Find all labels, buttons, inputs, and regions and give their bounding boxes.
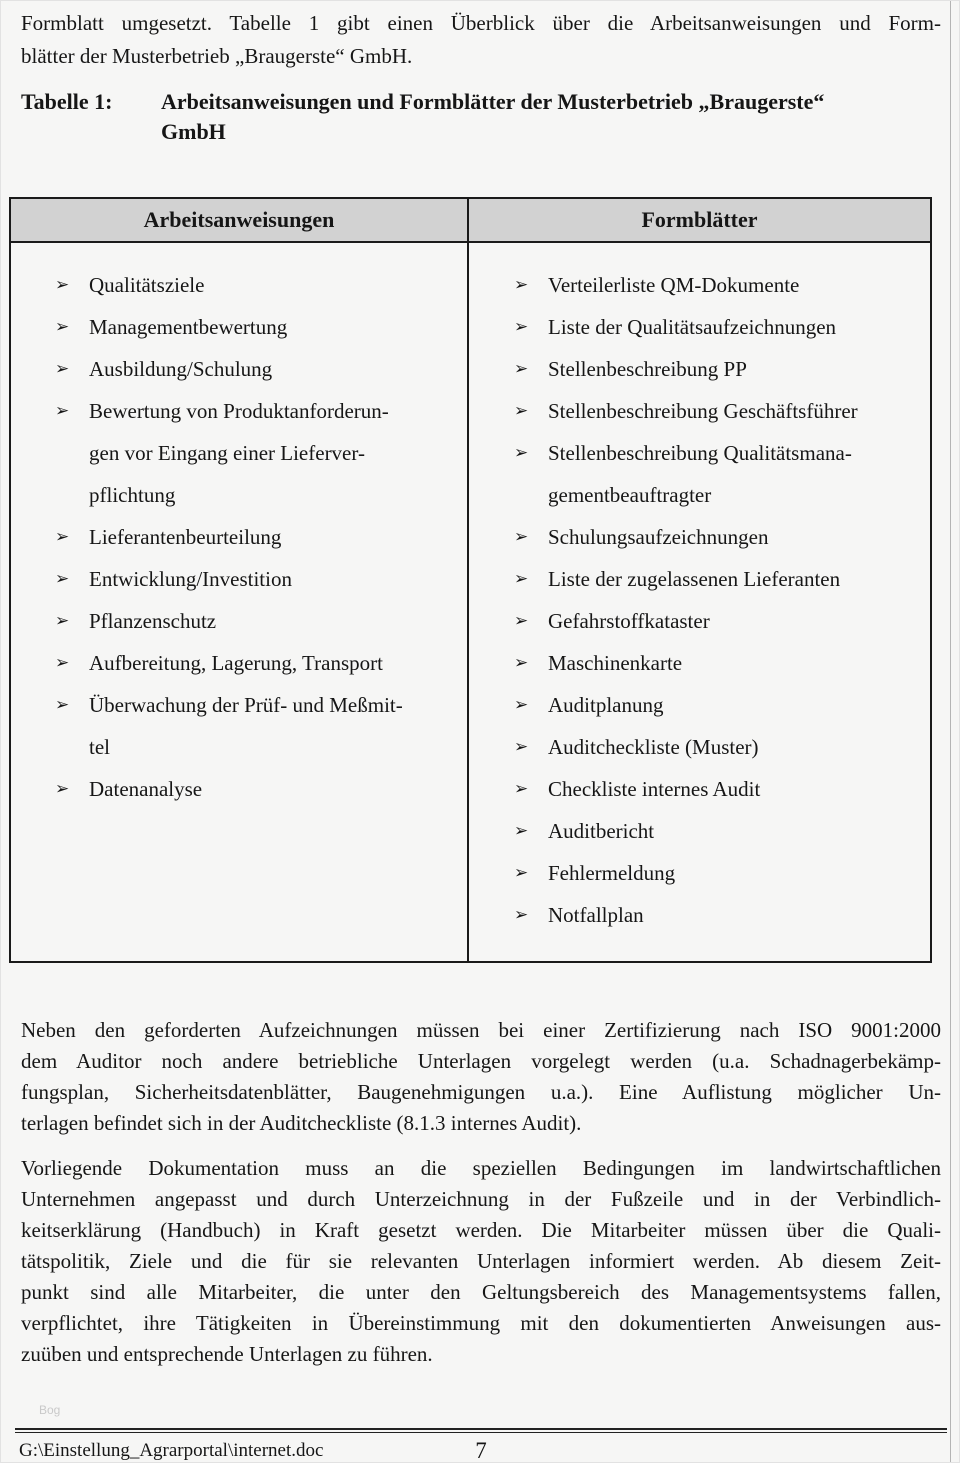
list-item-text — [89, 600, 459, 642]
list-item-text — [89, 684, 459, 768]
arrow-bullet-icon: ➢ — [514, 359, 529, 379]
text-line: Auditplanung — [548, 693, 664, 717]
arrow-bullet-icon: ➢ — [514, 863, 529, 883]
text-line: Überwachung der Prüf- und Meßmit- — [89, 693, 403, 717]
list-item — [514, 852, 922, 894]
arrow-bullet-icon: ➢ — [514, 905, 529, 925]
table-header-row — [11, 199, 930, 243]
list-item — [514, 558, 922, 600]
arrow-bullet-icon: ➢ — [55, 695, 70, 715]
text-line: Auditbericht — [548, 819, 655, 843]
list-item-text — [548, 516, 922, 558]
arrow-bullet-icon: ➢ — [55, 275, 70, 295]
list-item — [55, 768, 459, 810]
text-line: blätter der Musterbetrieb „Braugerste“ GmbH. — [21, 44, 413, 68]
text-line: Qualitätsziele — [89, 273, 205, 297]
text-line: Managementbewertung — [89, 315, 288, 339]
arrow-bullet-icon: ➢ — [55, 359, 70, 379]
list-item — [514, 642, 922, 684]
arrow-bullet-icon: ➢ — [514, 779, 529, 799]
list-item — [514, 768, 922, 810]
list-item-text — [548, 894, 922, 936]
list-item — [55, 306, 459, 348]
list-item-text — [548, 264, 922, 306]
arrow-bullet-icon: ➢ — [514, 401, 529, 421]
text-line: gementbeauftragter — [548, 483, 712, 507]
footer-watermark: Bog — [39, 1403, 61, 1417]
text-line: pflichtung — [89, 483, 176, 507]
arrow-bullet-icon: ➢ — [55, 569, 70, 589]
arrow-bullet-icon: ➢ — [55, 779, 70, 799]
list-item — [55, 600, 459, 642]
text-line: Lieferantenbeurteilung — [89, 525, 282, 549]
list-item — [514, 600, 922, 642]
list-item-text — [548, 726, 922, 768]
text-line: verpflichtet, ihre Tätigkeiten in Übereinstimmung mit den dokumentierten Anweisungen aus- — [21, 1311, 941, 1335]
arrow-bullet-icon: ➢ — [514, 821, 529, 841]
text-line: Ausbildung/Schulung — [89, 357, 273, 381]
text-line: Liste der zugelassenen Lieferanten — [548, 567, 841, 591]
arrow-bullet-icon: ➢ — [514, 569, 529, 589]
list-item — [514, 432, 922, 516]
table-caption-line: Arbeitsanweisungen und Formblätter der Musterbetrieb „Braugerste“ — [161, 89, 825, 114]
body-paragraph-1 — [21, 1015, 941, 1139]
list-item — [514, 726, 922, 768]
text-line: Pflanzenschutz — [89, 609, 217, 633]
list-item-text — [548, 306, 922, 348]
list-item — [514, 516, 922, 558]
list-item — [514, 306, 922, 348]
text-line: Liste der Qualitätsaufzeichnungen — [548, 315, 837, 339]
text-line: keitserklärung (Handbuch) in Kraft gesetzt werden. Die Mitarbeiter müssen über die Quali- — [21, 1218, 941, 1242]
text-line: Gefahrstoffkataster — [548, 609, 710, 633]
text-line: zuüben und entsprechende Unterlagen zu führen. — [21, 1342, 433, 1366]
list-item — [55, 642, 459, 684]
text-line: terlagen befindet sich in der Auditcheckliste (8.1.3 internes Audit). — [21, 1111, 582, 1135]
arrow-bullet-icon: ➢ — [55, 653, 70, 673]
arrow-bullet-icon: ➢ — [514, 317, 529, 337]
table-caption-line: GmbH — [161, 119, 226, 144]
text-line: Stellenbeschreibung Qualitätsmana- — [548, 441, 852, 465]
text-line: Entwicklung/Investition — [89, 567, 292, 591]
overview-table — [9, 197, 932, 963]
list-item-text — [548, 432, 922, 516]
text-line: Auditcheckliste (Muster) — [548, 735, 759, 759]
list-item — [55, 390, 459, 516]
footer-file-path: G:\Einstellung_Agrarportal\internet.doc — [19, 1440, 324, 1461]
text-line: gen vor Eingang einer Lieferver- — [89, 441, 365, 465]
list-item — [55, 348, 459, 390]
text-line: fungsplan, Sicherheitsdatenblätter, Baugenehmigungen u.a.). Eine Auflistung möglicher Un- — [21, 1080, 941, 1104]
list-item-text — [548, 348, 922, 390]
footer-divider-line — [15, 1428, 947, 1433]
list-item-text — [89, 516, 459, 558]
list-item-text — [89, 306, 459, 348]
table-cell-arbeitsanweisungen — [11, 243, 469, 961]
list-item-text — [548, 810, 922, 852]
text-line: Verteilerliste QM-Dokumente — [548, 273, 800, 297]
arrow-bullet-icon: ➢ — [514, 695, 529, 715]
text-line: Neben den geforderten Aufzeichnungen müssen bei einer Zertifizierung nach ISO 9001:2000 — [21, 1018, 941, 1042]
text-line: dem Auditor noch andere betriebliche Unterlagen vorgelegt werden (u.a. Schadnagerbekämp- — [21, 1049, 941, 1073]
text-line: Stellenbeschreibung PP — [548, 357, 747, 381]
list-item-text — [89, 390, 459, 516]
footer — [1, 1438, 960, 1462]
list-item-text — [548, 600, 922, 642]
body-paragraph-2 — [21, 1153, 941, 1370]
table-header-formblaetter: Formblätter — [641, 207, 758, 232]
list-item — [55, 558, 459, 600]
table-body — [11, 243, 930, 961]
text-line: Schulungsaufzeichnungen — [548, 525, 769, 549]
list-item-text — [548, 852, 922, 894]
table-caption-label: Tabelle 1: — [21, 89, 113, 114]
text-line: Checkliste internes Audit — [548, 777, 761, 801]
list-item-text — [89, 642, 459, 684]
text-line: Notfallplan — [548, 903, 644, 927]
text-line: tätspolitik, Ziele und die für sie relevanten Unterlagen informiert werden. Ab diesem Zeit- — [21, 1249, 941, 1273]
footer-page-number: 7 — [475, 1438, 487, 1463]
list-item-text — [89, 768, 459, 810]
arrow-bullet-icon: ➢ — [514, 653, 529, 673]
intro-paragraph — [21, 7, 941, 73]
text-line: Unternehmen angepasst und durch Unterzeichnung in der Fußzeile und in der Verbindlich- — [21, 1187, 941, 1211]
list-item-text — [548, 390, 922, 432]
text-line: Formblatt umgesetzt. Tabelle 1 gibt einen Überblick über die Arbeitsanweisungen und Form- — [21, 11, 941, 35]
list-item — [514, 810, 922, 852]
arrow-bullet-icon: ➢ — [514, 737, 529, 757]
text-line: Fehlermeldung — [548, 861, 676, 885]
arrow-bullet-icon: ➢ — [514, 275, 529, 295]
text-line: Vorliegende Dokumentation muss an die speziellen Bedingungen im landwirtschaftlichen — [21, 1156, 941, 1180]
list-item-text — [89, 558, 459, 600]
list-item-text — [548, 642, 922, 684]
arrow-bullet-icon: ➢ — [514, 443, 529, 463]
text-line: Stellenbeschreibung Geschäftsführer — [548, 399, 858, 423]
list-item — [514, 348, 922, 390]
list-item — [514, 894, 922, 936]
text-line: punkt sind alle Mitarbeiter, die unter den Geltungsbereich des Managementsystems fallen, — [21, 1280, 941, 1304]
list-item — [514, 390, 922, 432]
scan-edge-line — [950, 1, 951, 1462]
table-caption-text — [161, 87, 941, 147]
list-item — [55, 516, 459, 558]
list-item-text — [548, 768, 922, 810]
list-item-text — [89, 348, 459, 390]
arrow-bullet-icon: ➢ — [514, 527, 529, 547]
text-line: Bewertung von Produktanforderun- — [89, 399, 389, 423]
list-item — [514, 264, 922, 306]
list-item — [514, 684, 922, 726]
list-item — [55, 264, 459, 306]
list-item — [55, 684, 459, 768]
arrow-bullet-icon: ➢ — [55, 317, 70, 337]
text-line: tel — [89, 735, 110, 759]
text-line: Aufbereitung, Lagerung, Transport — [89, 651, 383, 675]
list-item-text — [89, 264, 459, 306]
text-line: Maschinenkarte — [548, 651, 683, 675]
table-caption — [21, 87, 941, 147]
arrow-bullet-icon: ➢ — [55, 611, 70, 631]
arrow-bullet-icon: ➢ — [55, 527, 70, 547]
table-header-arbeitsanweisungen: Arbeitsanweisungen — [11, 199, 469, 241]
arrow-bullet-icon: ➢ — [55, 401, 70, 421]
text-line: Datenanalyse — [89, 777, 203, 801]
table-cell-formblaetter — [469, 243, 930, 961]
list-item-text — [548, 684, 922, 726]
arrow-bullet-icon: ➢ — [514, 611, 529, 631]
list-item-text — [548, 558, 922, 600]
